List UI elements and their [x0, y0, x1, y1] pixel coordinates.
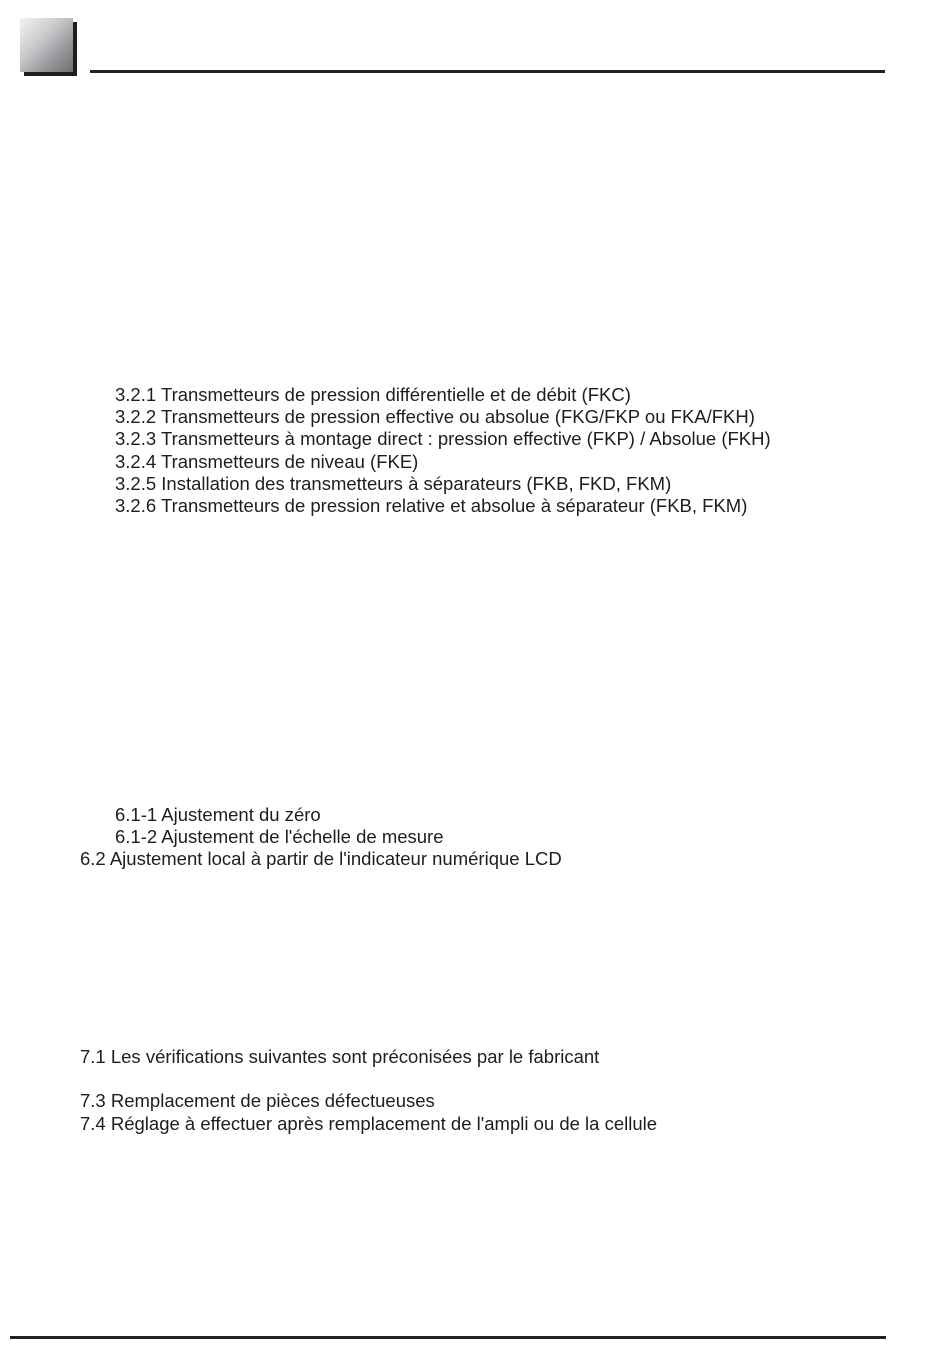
toc-entry-7-4[interactable]: 7.4 Réglage à effectuer après remplacement de l'ampli ou de la cellule: [80, 1113, 658, 1134]
toc-entry-3-2-4[interactable]: 3.2.4 Transmetteurs de niveau (FKE): [115, 451, 419, 472]
toc-entry-3-2-5[interactable]: 3.2.5 Installation des transmetteurs à séparateurs (FKB, FKD, FKM): [115, 473, 672, 494]
footer-rule: [10, 1336, 886, 1339]
toc-entry-6-1-2[interactable]: 6.1-2 Ajustement de l'échelle de mesure: [115, 826, 444, 847]
header-rule: [90, 70, 885, 73]
toc-entry-6-1-1[interactable]: 6.1-1 Ajustement du zéro: [115, 804, 321, 825]
toc-entry-3-2-3[interactable]: 3.2.3 Transmetteurs à montage direct : pression effective (FKP) / Absolue (FKH): [115, 428, 771, 449]
toc-entry-6-2[interactable]: 6.2 Ajustement local à partir de l'indicateur numérique LCD: [80, 848, 562, 869]
toc-entry-3-2-1[interactable]: 3.2.1 Transmetteurs de pression différentielle et de débit (FKC): [115, 384, 631, 405]
toc-entry-3-2-2[interactable]: 3.2.2 Transmetteurs de pression effective ou absolue (FKG/FKP ou FKA/FKH): [115, 406, 755, 427]
toc-entry-7-3[interactable]: 7.3 Remplacement de pièces défectueuses: [80, 1090, 435, 1111]
chapter-marker-icon: [20, 18, 73, 72]
toc-entry-3-2-6[interactable]: 3.2.6 Transmetteurs de pression relative et absolue à séparateur (FKB, FKM): [115, 495, 748, 516]
toc-entry-7-1[interactable]: 7.1 Les vérifications suivantes sont préconisées par le fabricant: [80, 1046, 600, 1067]
